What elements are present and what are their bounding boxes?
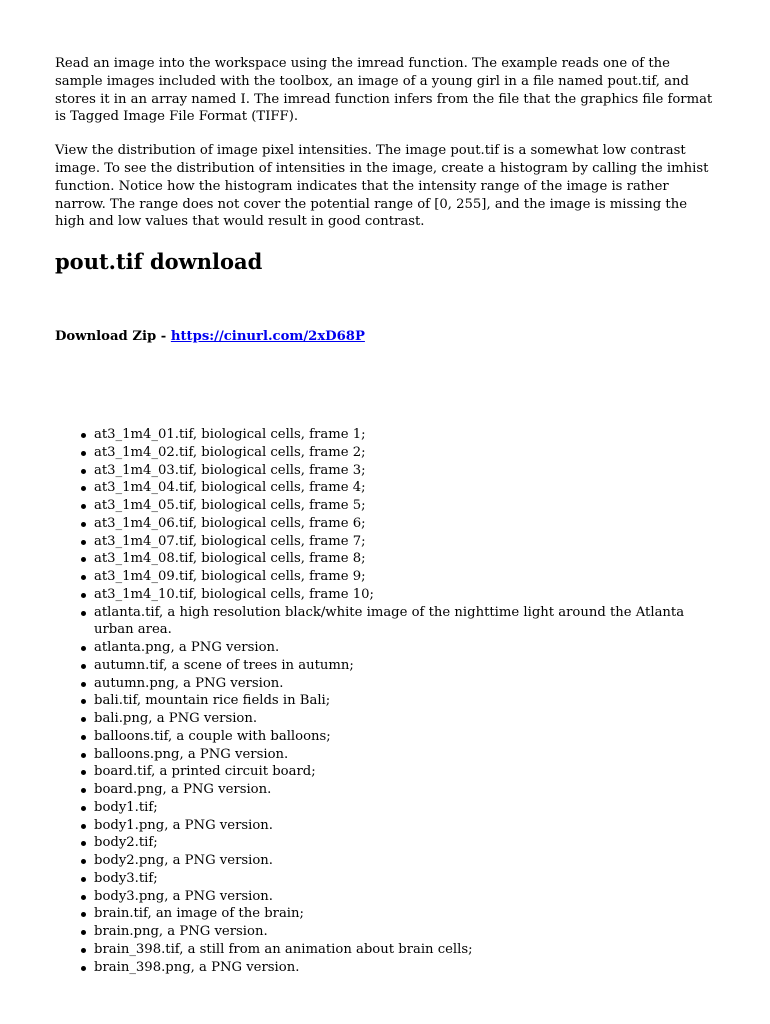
intro-paragraph: Read an image into the workspace using the imread function. The example reads one of the sample images included with the toolbox, an image of a young girl in a file named pout.tif, and stores it in an array named I. The imread function infers from the file that the graphics file format is Tagged Image File Format (TIFF). <box>55 56 713 125</box>
download-line <box>55 328 718 346</box>
list-item: bali.png, a PNG version. <box>94 710 718 728</box>
list-item: atlanta.png, a PNG version. <box>94 639 718 657</box>
list-item: body1.png, a PNG version. <box>94 817 718 835</box>
list-item: bali.tif, mountain rice fields in Bali; <box>94 692 718 710</box>
list-item: at3_1m4_04.tif, biological cells, frame 4; <box>94 479 718 497</box>
list-item: autumn.png, a PNG version. <box>94 675 718 693</box>
list-item: at3_1m4_02.tif, biological cells, frame 2; <box>94 444 718 462</box>
list-item: brain_398.tif, a still from an animation about brain cells; <box>94 941 718 959</box>
list-item: at3_1m4_07.tif, biological cells, frame 7; <box>94 533 718 551</box>
list-item: at3_1m4_09.tif, biological cells, frame 9; <box>94 568 718 586</box>
list-item: board.tif, a printed circuit board; <box>94 763 718 781</box>
list-item: balloons.tif, a couple with balloons; <box>94 728 718 746</box>
list-item: brain.tif, an image of the brain; <box>94 905 718 923</box>
list-item: at3_1m4_01.tif, biological cells, frame 1; <box>94 426 718 444</box>
list-item: body3.png, a PNG version. <box>94 888 718 906</box>
download-label: Download Zip - <box>55 329 171 345</box>
page-heading: pout.tif download <box>55 249 263 275</box>
list-item: at3_1m4_03.tif, biological cells, frame 3; <box>94 462 718 480</box>
list-item: at3_1m4_05.tif, biological cells, frame 5; <box>94 497 718 515</box>
list-item: body2.png, a PNG version. <box>94 852 718 870</box>
list-item: at3_1m4_06.tif, biological cells, frame 6; <box>94 515 718 533</box>
list-item: at3_1m4_10.tif, biological cells, frame 10; <box>94 586 718 604</box>
download-link[interactable]: https://cinurl.com/2xD68P <box>170 329 365 345</box>
histogram-paragraph: View the distribution of image pixel intensities. The image pout.tif is a somewhat low contrast image. To see the distribution of intensities in the image, create a histogram by calling the imhist function. Notice how the histogram indicates that the intensity range of the image is rather narrow. The range does not cover the potential range of [0, 255], and the image is missing the high and low values that would result in good contrast. <box>55 143 709 230</box>
list-item: autumn.tif, a scene of trees in autumn; <box>94 657 718 675</box>
list-item: body2.tif; <box>94 834 718 852</box>
list-item: body1.tif; <box>94 799 718 817</box>
list-item: brain_398.png, a PNG version. <box>94 959 718 977</box>
list-item: at3_1m4_08.tif, biological cells, frame 8; <box>94 550 718 568</box>
list-item: atlanta.tif, a high resolution black/white image of the nighttime light around the Atlanta urban area. <box>94 604 718 640</box>
file-list <box>55 426 718 976</box>
list-item: body3.tif; <box>94 870 718 888</box>
list-item: brain.png, a PNG version. <box>94 923 718 941</box>
list-item: board.png, a PNG version. <box>94 781 718 799</box>
list-item: balloons.png, a PNG version. <box>94 746 718 764</box>
